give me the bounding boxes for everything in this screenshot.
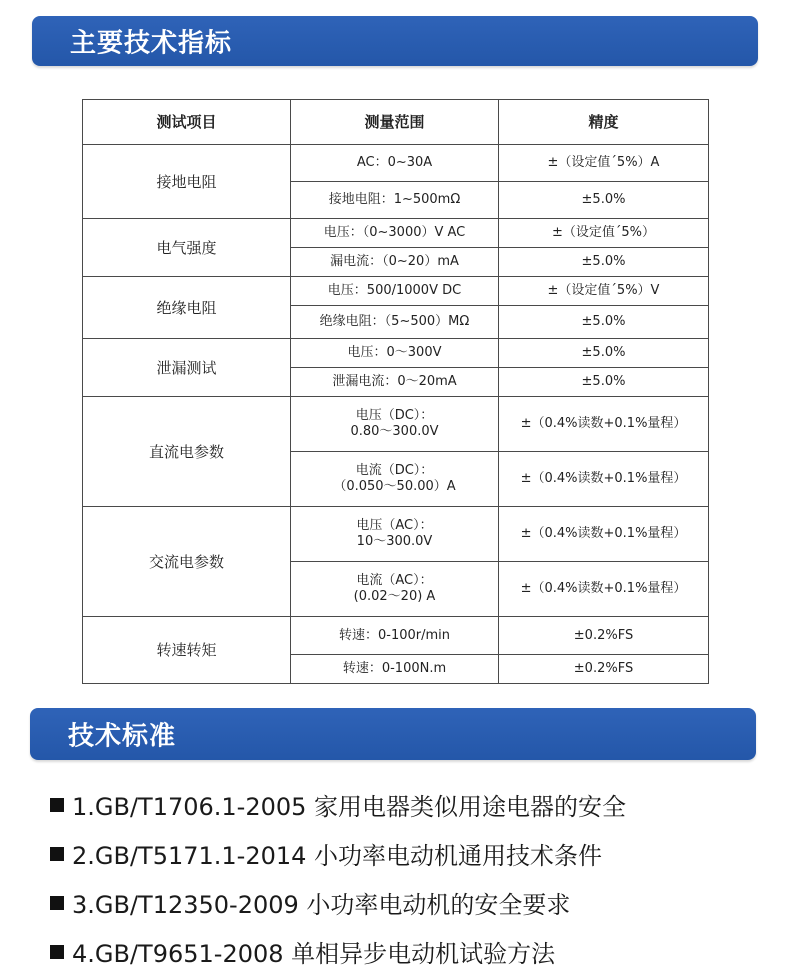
table-row	[83, 219, 709, 248]
range-cell: 电压：（0~3000）V AC	[291, 219, 499, 248]
standard-text: 3.GB/T12350-2009 小功率电动机的安全要求	[72, 891, 571, 919]
range-cell: 绝缘电阻：（5~500）MΩ	[291, 306, 499, 339]
header-accuracy: 精度	[499, 100, 709, 145]
accuracy-cell: ±（设定值´5%）V	[499, 277, 709, 306]
accuracy-cell: ±（0.4%读数+0.1%量程）	[499, 397, 709, 452]
range-cell: 转速：0-100N.m	[291, 655, 499, 684]
test-item-cell: 泄漏测试	[83, 339, 291, 397]
range-line: 电压（AC）：	[356, 518, 433, 534]
test-item-cell: 转速转矩	[83, 617, 291, 684]
specs-section-title: 主要技术指标	[70, 28, 233, 59]
accuracy-cell: ±（设定值´5%）	[499, 219, 709, 248]
range-cell: 电压：500/1000V DC	[291, 277, 499, 306]
range-cell: 电压：0～300V	[291, 339, 499, 368]
square-bullet-icon	[50, 945, 64, 959]
accuracy-cell: ±（0.4%读数+0.1%量程）	[499, 507, 709, 562]
range-cell	[291, 562, 499, 617]
test-item-cell: 交流电参数	[83, 507, 291, 617]
accuracy-cell: ±0.2%FS	[499, 655, 709, 684]
accuracy-cell: ±（0.4%读数+0.1%量程）	[499, 562, 709, 617]
table-row	[83, 277, 709, 306]
table-header-row	[83, 100, 709, 145]
standard-text: 1.GB/T1706.1-2005 家用电器类似用途电器的安全	[72, 793, 627, 821]
range-line: 10～300.0V	[356, 534, 433, 549]
table-row	[83, 617, 709, 655]
range-cell: 接地电阻：1~500mΩ	[291, 182, 499, 219]
header-range: 测量范围	[291, 100, 499, 145]
range-cell	[291, 507, 499, 562]
accuracy-cell: ±5.0%	[499, 306, 709, 339]
spec-table	[82, 99, 709, 684]
table-row	[83, 339, 709, 368]
standard-text: 2.GB/T5171.1-2014 小功率电动机通用技术条件	[72, 842, 603, 870]
range-line: (0.02～20) A	[353, 589, 436, 604]
table-row	[83, 397, 709, 452]
list-item	[50, 878, 626, 927]
range-cell: AC：0~30A	[291, 145, 499, 182]
range-line: 电流（DC）：	[355, 463, 434, 479]
test-item-cell: 电气强度	[83, 219, 291, 277]
square-bullet-icon	[50, 847, 64, 861]
range-line: 电压（DC）：	[355, 408, 434, 424]
range-cell	[291, 452, 499, 507]
accuracy-cell: ±（设定值´5%）A	[499, 145, 709, 182]
accuracy-cell: ±5.0%	[499, 368, 709, 397]
range-cell	[291, 397, 499, 452]
accuracy-cell: ±5.0%	[499, 182, 709, 219]
range-line: 电流（AC）：	[356, 573, 433, 589]
range-cell: 泄漏电流：0～20mA	[291, 368, 499, 397]
test-item-cell: 直流电参数	[83, 397, 291, 507]
accuracy-cell: ±（0.4%读数+0.1%量程）	[499, 452, 709, 507]
standards-section-banner	[30, 708, 756, 760]
test-item-cell: 接地电阻	[83, 145, 291, 219]
range-cell: 转速：0-100r/min	[291, 617, 499, 655]
list-item	[50, 829, 626, 878]
square-bullet-icon	[50, 798, 64, 812]
accuracy-cell: ±5.0%	[499, 248, 709, 277]
standards-list	[50, 780, 626, 976]
range-line: 0.80～300.0V	[350, 424, 439, 439]
accuracy-cell: ±5.0%	[499, 339, 709, 368]
table-row	[83, 507, 709, 562]
range-cell: 漏电流：（0~20）mA	[291, 248, 499, 277]
list-item	[50, 780, 626, 829]
table-row	[83, 145, 709, 182]
accuracy-cell: ±0.2%FS	[499, 617, 709, 655]
test-item-cell: 绝缘电阻	[83, 277, 291, 339]
list-item	[50, 927, 626, 976]
range-line: （0.050～50.00）A	[333, 479, 456, 494]
standard-text: 4.GB/T9651-2008 单相异步电动机试验方法	[72, 940, 556, 968]
specs-section-banner	[32, 16, 758, 66]
header-test-item: 测试项目	[83, 100, 291, 145]
standards-section-title: 技术标准	[68, 721, 177, 752]
square-bullet-icon	[50, 896, 64, 910]
